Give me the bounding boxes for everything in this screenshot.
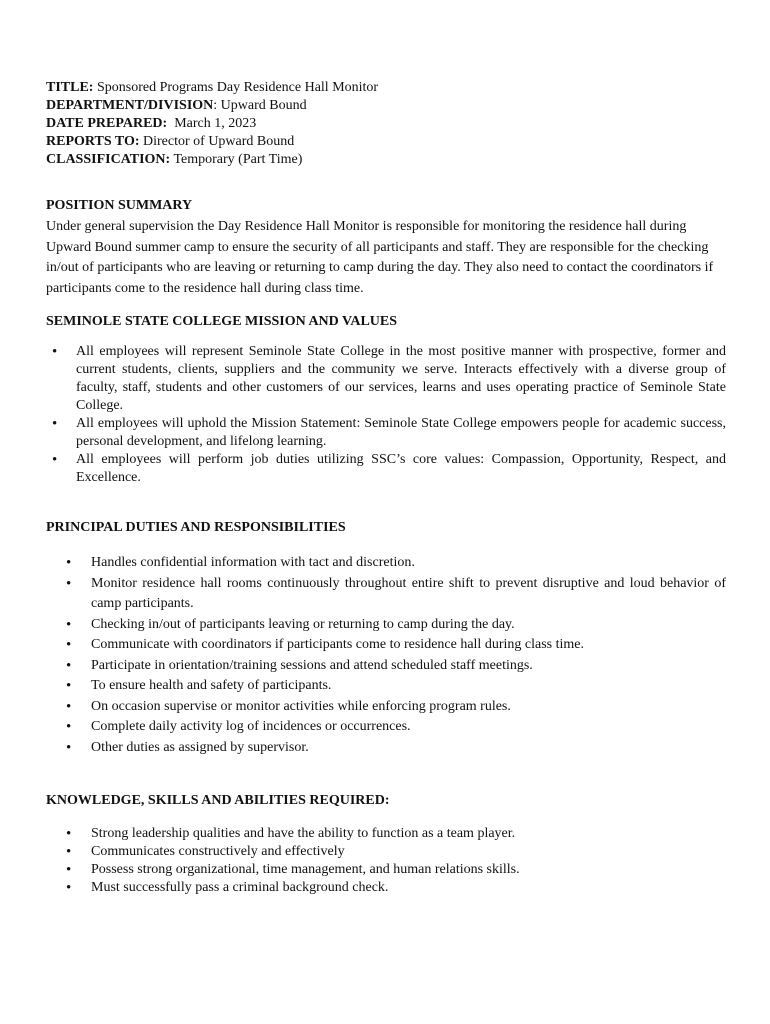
title-value: Sponsored Programs Day Residence Hall Monitor <box>93 80 379 95</box>
reports-value: Director of Upward Bound <box>139 134 295 149</box>
list-item: • All employees will uphold the Mission Statement: Seminole State College empowers people for academic success, personal development, and lifelong learning. <box>46 415 726 451</box>
classification-value: Temporary (Part Time) <box>170 152 303 167</box>
mission-list <box>46 343 726 487</box>
list-item: • Possess strong organizational, time management, and human relations skills. <box>46 861 726 879</box>
date-line <box>46 115 726 133</box>
list-item: • To ensure health and safety of participants. <box>46 676 726 697</box>
list-item: • Communicate with coordinators if participants come to residence hall during class time. <box>46 635 726 656</box>
summary-heading: POSITION SUMMARY <box>46 198 193 213</box>
skills-heading: KNOWLEDGE, SKILLS AND ABILITIES REQUIRED: <box>46 793 390 808</box>
list-item: • Handles confidential information with tact and discretion. <box>46 553 726 574</box>
document-page <box>46 79 726 897</box>
classification-line <box>46 151 726 169</box>
list-item: • Must successfully pass a criminal background check. <box>46 879 726 897</box>
list-item: • Participate in orientation/training sessions and attend scheduled staff meetings. <box>46 656 726 677</box>
date-label: DATE PREPARED: <box>46 116 168 131</box>
list-item: • Complete daily activity log of incidences or occurrences. <box>46 717 726 738</box>
list-item: • All employees will perform job duties utilizing SSC’s core values: Compassion, Opportunity, Respect, and Excellence. <box>46 451 726 487</box>
list-item: • Strong leadership qualities and have the ability to function as a team player. <box>46 825 726 843</box>
department-line <box>46 97 726 115</box>
skills-list <box>46 825 726 897</box>
title-line <box>46 79 726 97</box>
list-item: • Communicates constructively and effectively <box>46 843 726 861</box>
classification-label: CLASSIFICATION: <box>46 152 171 167</box>
mission-heading: SEMINOLE STATE COLLEGE MISSION AND VALUES <box>46 314 398 329</box>
list-item: • Other duties as assigned by supervisor. <box>46 738 726 759</box>
list-item: • Monitor residence hall rooms continuously throughout entire shift to prevent disruptive and loud behavior of camp participants. <box>46 574 726 615</box>
department-label: DEPARTMENT/DIVISION <box>46 98 214 113</box>
department-value: : Upward Bound <box>213 98 307 113</box>
list-item: • All employees will represent Seminole State College in the most positive manner with prospective, former and current students, clients, suppliers and the community we serve. Interacts effectively with a diverse group of faculty, staff, students and other customers of our services, learns and uses operating practice of Seminole State College. <box>46 343 726 415</box>
summary-text: Under general supervision the Day Residence Hall Monitor is responsible for monitoring the residence hall during Upward Bound summer camp to ensure the security of all participants and staff. They are responsible for the checking in/out of participants who are leaving or returning to camp during the day. They also need to contact the coordinators if participants come to the residence hall during class time. <box>46 219 714 296</box>
reports-line <box>46 133 726 151</box>
title-label: TITLE: <box>46 80 94 95</box>
duties-heading: PRINCIPAL DUTIES AND RESPONSIBILITIES <box>46 520 346 535</box>
date-value: March 1, 2023 <box>167 116 257 131</box>
header-block <box>46 79 726 169</box>
list-item: • On occasion supervise or monitor activities while enforcing program rules. <box>46 697 726 718</box>
reports-label: REPORTS TO: <box>46 134 140 149</box>
duties-list <box>46 553 726 758</box>
list-item: • Checking in/out of participants leaving or returning to camp during the day. <box>46 615 726 636</box>
